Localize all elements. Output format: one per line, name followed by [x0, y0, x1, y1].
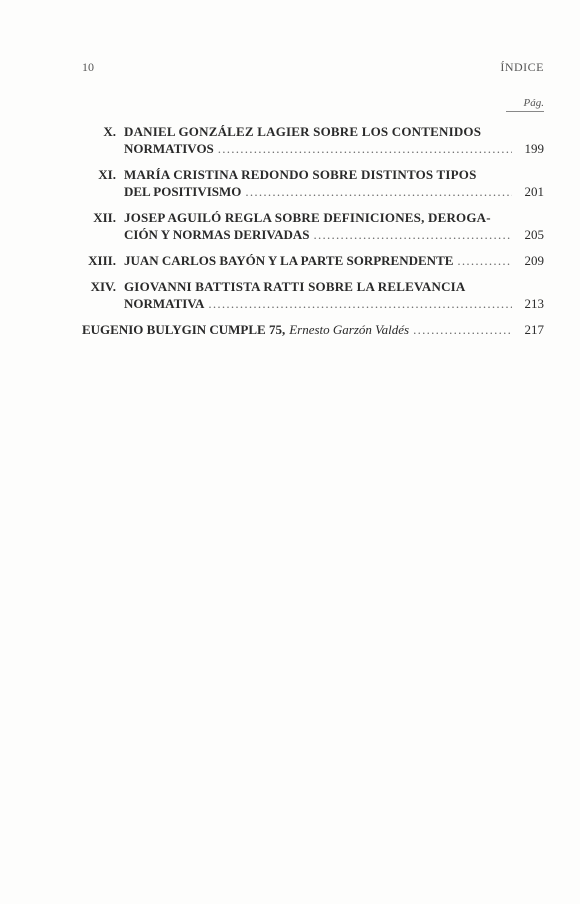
dot-leader	[413, 321, 512, 338]
final-entry-title: EUGENIO BULYGIN CUMPLE 75,	[82, 322, 286, 337]
dot-leader	[245, 183, 512, 200]
dot-leader	[314, 226, 512, 243]
entry-page: 199	[524, 141, 544, 156]
entry-number: X.	[103, 124, 116, 139]
toc-entry-xiv[interactable]	[82, 278, 544, 312]
toc-entry-xiii[interactable]	[82, 252, 544, 269]
entry-title-line-1: JUAN CARLOS BAYÓN Y LA PARTE SORPRENDENTE	[124, 253, 454, 268]
dot-leader	[218, 140, 512, 157]
table-of-contents	[82, 123, 544, 347]
entry-page: 201	[524, 184, 544, 199]
entry-page: 209	[524, 253, 544, 268]
entry-title-line-2: NORMATIVA	[124, 296, 205, 311]
entry-page: 217	[524, 322, 544, 337]
entry-page: 213	[524, 296, 544, 311]
dot-leader	[208, 295, 512, 312]
entry-number: XIII.	[88, 253, 116, 268]
toc-entry-final[interactable]	[82, 321, 544, 338]
entry-title-line-1: MARÍA CRISTINA REDONDO SOBRE DISTINTOS TIPOS	[124, 167, 477, 182]
toc-entry-xi[interactable]	[82, 166, 544, 200]
entry-number: XI.	[98, 167, 116, 182]
entry-page: 205	[524, 227, 544, 242]
toc-entry-x[interactable]	[82, 123, 544, 157]
page-number: 10	[82, 60, 94, 74]
entry-number: XII.	[93, 210, 116, 225]
final-entry-author: Ernesto Garzón Valdés	[289, 322, 410, 337]
dot-leader	[457, 252, 512, 269]
running-head: ÍNDICE	[500, 60, 544, 74]
entry-title-line-2: NORMATIVOS	[124, 141, 214, 156]
entry-title-line-2: DEL POSITIVISMO	[124, 184, 242, 199]
toc-entry-xii[interactable]	[82, 209, 544, 243]
entry-title-line-1: DANIEL GONZÁLEZ LAGIER SOBRE LOS CONTENIDOS	[124, 124, 482, 139]
entry-title-line-2: CIÓN Y NORMAS DERIVADAS	[124, 227, 310, 242]
page-column-label: Pág.	[506, 97, 544, 112]
entry-title-line-1: GIOVANNI BATTISTA RATTI SOBRE LA RELEVANCIA	[124, 279, 466, 294]
entry-title-line-1: JOSEP AGUILÓ REGLA SOBRE DEFINICIONES, DEROGA-	[124, 210, 491, 225]
entry-number: XIV.	[90, 279, 116, 294]
